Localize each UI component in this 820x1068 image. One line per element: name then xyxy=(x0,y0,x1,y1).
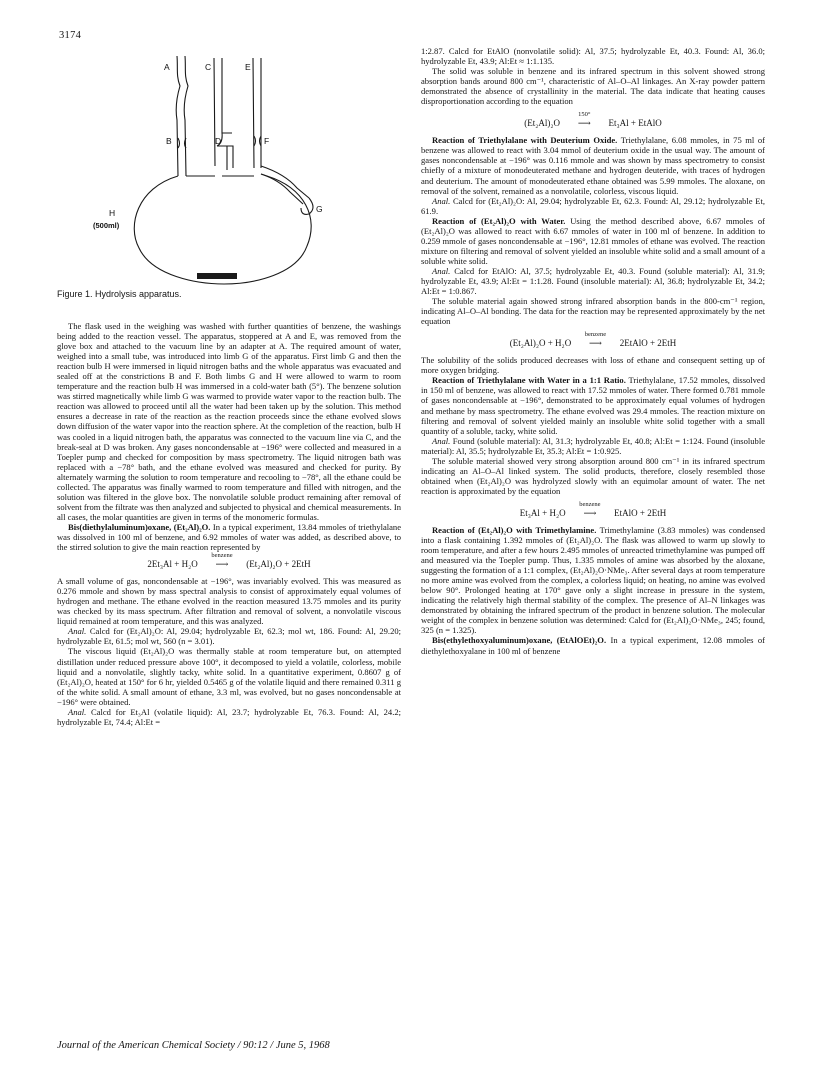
label-volume: (500ml) xyxy=(93,221,120,230)
paragraph: The solubility of the solids produced decreases with loss of ethane and consequent setting up of more oxygen bridging. xyxy=(421,355,765,376)
equation-3: (Et₂Al)₂O + H₂O benzene ⟶ 2EtAlO + 2EtH xyxy=(509,331,677,349)
paragraph: Reaction of Triethylalane with Water in a 1:1 Ratio. Triethylalane, 17.52 mmoles, dissolved in 150 ml of benzene, was allowed to react with 17.52 mmoles of water. There formed 0.781 mmole of gases noncondensable at −196°, demonstrated to be approximately equal volumes of hydrogen and methane by mass spectrometry. The ethane evolved was 29.4 mmoles. The reaction mixture on filtering and removal of solvent yielded mainly an insoluble white solid together with a small quantity of a soluble, tacky, white solid. xyxy=(421,375,766,436)
paragraph: Reaction of (Et₂Al)₂O with Trimethylamine. Trimethylamine (3.83 mmoles) was condensed into a flask containing 1.392 mmoles of (Et₂Al)₂O. The flask was allowed to warm up slowly to room temperature, and after a few hours 2.495 mmoles of unreacted trimethylamine was pumped off and measured via the Toepler pump. Thus, 1.335 mmoles of amine was absorbed by the aloxane, suggesting the formation of a 1:1 complex, (Et₂Al)₂O·NMe₃. After several days at room temperature no more amine was evolved from the complex, a colorless liquid; on heating, no amine was evolved below 90°. Prolonged heating at 170° gave only a slight increase in pressure in the system, indicating the relatively high thermal stability of the complex. The presence of Al–N linkages was demonstrated by obtaining the infrared spectrum of the product in benzene solution. The molecular weight of the complex in benzene solution was determined: Calcd for (Et₂Al)₂O·NMe₃, 245; found, 325 (n = 1.325). xyxy=(421,524,765,636)
paragraph: Anal. Calcd for Et₃Al (volatile liquid): Al, 23.7; hydrolyzable Et, 76.3. Found: Al, 24.2; hydrolyzable Et, 74.4; Al:Et = xyxy=(57,706,401,727)
label-e: E xyxy=(245,62,251,72)
section-heading: Reaction of (Et₂Al)₂O with Water. xyxy=(432,215,566,226)
stir-bar xyxy=(197,273,237,279)
limb-g-tube xyxy=(261,166,309,198)
paragraph: Reaction of Triethylalane with Deuterium Oxide. Triethylalane, 6.08 mmoles, in 75 ml of benzene was allowed to react with 3.04 mmol of deuterium oxide in the usual way. The amount of gases noncondensable at −196° was 0.116 mmole and was shown by mass spectrometry to consist chiefly of a mixture of monodeuterated methane and hydrogen deuteride, with traces of hydrogen and deuterium. The amount of monodeuterated ethane obtained was 5.99 mmoles. The aloxane, on removal of the solvent, remained as a nonvolatile, colorless, viscous liquid. xyxy=(421,135,765,196)
right-column xyxy=(421,46,765,656)
section-heading: Reaction of Triethylalane with Water in a 1:1 Ratio. xyxy=(432,375,626,386)
hydrolysis-apparatus-figure xyxy=(57,48,401,288)
page-number: 3174 xyxy=(59,30,82,41)
paragraph: Anal. Calcd for (Et₂Al)₂O: Al, 29.04; hydrolyzable Et, 62.3. Found: Al, 29.12; hydrolyzable Et, 61.9. xyxy=(421,195,765,216)
paragraph: A small volume of gas, noncondensable at −196°, was invariably evolved. This was measured as 0.276 mmole and shown by mass spectral analysis to consist of approximately equal volumes of hydrogen and methane. The ethane evolved in the reaction measured 13.75 mmoles and its purity was checked by its mass spectrum. After filtration and removal of solvent, a nonvolatile viscous liquid remained at room temperature, and this was analyzed. xyxy=(57,576,401,627)
section-heading: Reaction of Triethylalane with Deuterium Oxide. xyxy=(432,135,618,146)
label-d: D xyxy=(215,136,222,146)
limb-a-tube xyxy=(176,56,180,176)
limb-c-tube xyxy=(214,58,222,166)
label-b: B xyxy=(166,136,172,146)
equation-1: 2Et₃Al + H₂O benzene ⟶ (Et₂Al)₂O + 2EtH xyxy=(147,552,311,570)
paragraph: Anal. Calcd for (Et₂Al)₂O: Al, 29.04; hydrolyzable Et, 62.3; mol wt, 186. Found: Al, 29.20; hydrolyzable Et, 61.5; mol wt, 560 (n = 3.01). xyxy=(57,626,401,647)
paragraph: Anal. Found (soluble material): Al, 31.3; hydrolyzable Et, 40.8; Al:Et = 1:124. Found (insoluble material): Al, 35.5; hydrolyzable Et, 35.3; Al:Et = 1:0.925. xyxy=(421,435,765,456)
section-heading: Bis(diethylaluminum)oxane, (Et₂Al)₂O. xyxy=(68,521,211,532)
reaction-bulb-h xyxy=(134,174,311,284)
paragraph: Bis(diethylaluminum)oxane, (Et₂Al)₂O. In a typical experiment, 13.84 mmoles of triethylalane was dissolved in 100 ml of benzene, and 6.92 mmoles of water was added, as described above, to the stirred solution to give the main reaction represented by xyxy=(57,521,401,553)
paragraph: The soluble material showed very strong absorption around 800 cm⁻¹ in its infrared spectrum indicating an Al–O–Al linked system. The solid products, therefore, closely resembled those obtained when (Et₂Al)₂O was hydrolyzed slowly with an equimolar amount of water. The net reaction is approximated by the equation xyxy=(421,455,765,496)
section-heading: Bis(ethylethoxyaluminum)oxane, (EtAlOEt)₂O. xyxy=(432,635,607,646)
paragraph: The solid was soluble in benzene and its infrared spectrum in this solvent showed strong absorption bands around 800 cm⁻¹, characteristic of Al–O–Al linkages. An X-ray powder pattern demonstrated the absence of crystallinity in the material. The data indicate that heating causes disproportionation according to the equation xyxy=(421,66,765,107)
figure-caption: Figure 1. Hydrolysis apparatus. xyxy=(57,289,182,299)
limb-e-tube xyxy=(253,58,261,168)
paragraph: Reaction of (Et₂Al)₂O with Water. Using the method described above, 6.67 mmoles of (Et₂Al)₂O was allowed to react with 6.67 mmoles of water in 100 ml of benzene. In addition to 0.259 mmole of gases noncondensable at −196°, 12.81 mmoles of ethane was evolved. The reaction mixture on filtering and removal of solvent yielded an insoluble white solid and a small amount of a soluble white solid. xyxy=(421,215,765,266)
paragraph: The flask used in the weighing was washed with further quantities of benzene, the washings being added to the reaction vessel. The apparatus, stoppered at A and E, was removed from the glove box and attached to the vacuum line by an adapter at A. The required amount of water, weighed into a small tube, was introduced into limb G of the apparatus. First limb G and then the reaction bulb H were immersed in liquid nitrogen baths and the whole apparatus was evacuated and sealed off at the constrictions B and F. Both limbs G and H were allowed to warm to room temperature and the reaction bulb H was immersed in a cold-water bath (5°). The benzene solution was stirred magnetically while limb G was warmed to provide water vapor to the reaction bulb. The reaction was allowed to proceed until all the water had been taken up by the solution. This method ensures a decrease in rate of the reaction as the reaction proceeds since the ethane evolved slows down diffusion of the water vapor into the reaction sphere. At the completion of the reaction, bulb H was cooled in a liquid nitrogen bath, the apparatus was connected to the vacuum line via C, and the break-seal at D was broken. Any gases noncondensable at −196° were collected and measured in a Toepler pump and checked for composition by mass spectrometry. The liquid nitrogen bath was replaced with a −78° bath, and the ethane evolved was measured and checked for purity. By alternately warming the solution to room temperature and recooling to −78°, all the ethane could be collected. The apparatus was finally warmed to room temperature and filled with nitrogen, and the solution was filtered in the glove box. The nonvolatile soluble product remaining after removal of solvent from the filtrate was then analyzed and subjected to physical and chemical measurements. In all cases, the molar quantities are given in terms of the monomeric formulas. xyxy=(57,321,401,522)
paragraph: 1:2.87. Calcd for EtAlO (nonvolatile solid): Al, 37.5; hydrolyzable Et, 40.3. Found: Al, 36.0; hydrolyzable Et, 43.9; Al:Et ≈ 1:1.135. xyxy=(421,46,765,67)
left-column xyxy=(57,321,401,727)
section-heading: Reaction of (Et₂Al)₂O with Trimethylamine. xyxy=(432,524,597,535)
equation-2: (Et₂Al)₂O 150° ⟶ Et₃Al + EtAlO xyxy=(524,111,662,129)
label-g: G xyxy=(316,204,323,214)
paragraph: Anal. Calcd for EtAlO: Al, 37.5; hydrolyzable Et, 40.3. Found (soluble material): Al, 31.9; hydrolyzable Et, 43.9; Al:Et = 1:1.28. Found (insoluble material): Al, 36.8; hydrolyzable Et, 34.2; Al:Et = 1:0.867. xyxy=(421,265,765,297)
paragraph: The soluble material again showed strong infrared absorption bands in the 800-cm⁻¹ region, indicating Al–O–Al bonding. The data for the reaction may be represented approximately by the net equation xyxy=(421,296,765,327)
paragraph: Bis(ethylethoxyaluminum)oxane, (EtAlOEt)₂O. In a typical experiment, 12.08 mmoles of diethylethoxyalane in 100 ml of benzene xyxy=(421,635,765,656)
label-c: C xyxy=(205,62,212,72)
paragraph: The viscous liquid (Et₂Al)₂O was thermally stable at room temperature but, on attempted distillation under reduced pressure above 100°, it decomposed to yield a volatile, colorless, mobile liquid and a nonvolatile, slightly tacky, white solid. In a quantitative experiment, 0.8607 g of (Et₂Al)₂O, heated at 150° for 6 hr, yielded 0.5465 g of the volatile liquid and there remained 0.311 g of the white solid. A small amount of ethane, 3.3 ml, was evolved, but no gases noncondensable at −196° were obtained. xyxy=(57,646,401,707)
label-f: F xyxy=(264,136,270,146)
label-a: A xyxy=(164,62,170,72)
label-h: H xyxy=(109,208,116,218)
journal-footer: Journal of the American Chemical Society / 90:12 / June 5, 1968 xyxy=(57,1040,330,1051)
equation-4: Et₃Al + H₂O benzene ⟶ EtAlO + 2EtH xyxy=(519,500,667,518)
